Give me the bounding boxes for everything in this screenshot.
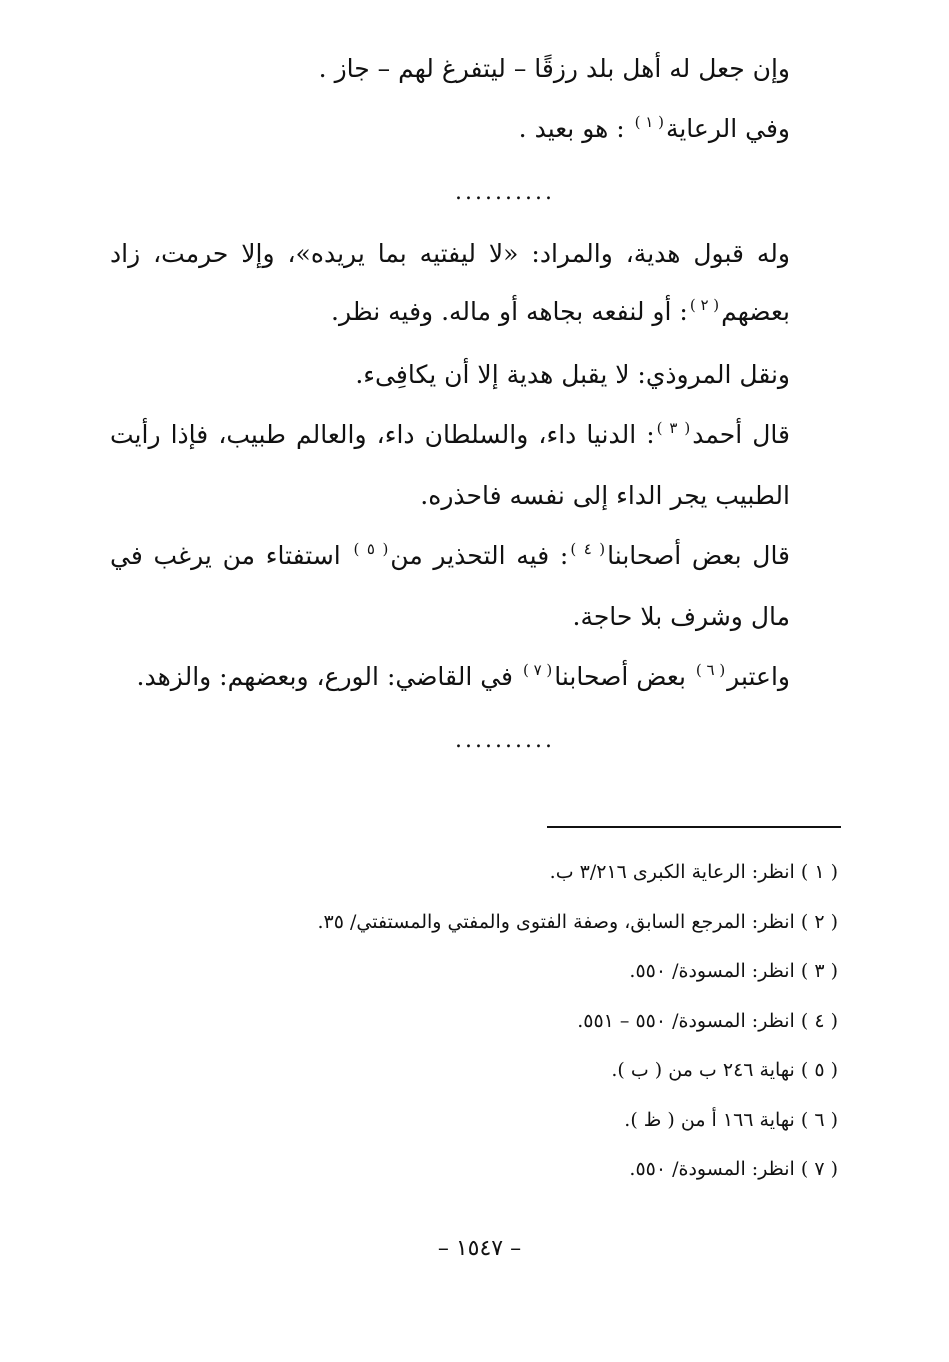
paragraph-6: [110, 527, 840, 646]
paragraph-7-text: واعتبر: [727, 662, 790, 691]
section-separator: ..........: [455, 180, 555, 205]
paragraph-7-text-middle: بعض أصحابنا: [554, 662, 694, 691]
paragraph-2-text-end: : هو بعيد .: [518, 114, 633, 143]
footnote-3: ( ٣ ) انظر: المسودة/ ٥٥٠.: [629, 960, 838, 982]
footnote-ref-5[interactable]: ( ٥ ): [353, 540, 389, 558]
footnote-ref-3[interactable]: ( ٣ ): [656, 419, 691, 437]
footnote-6: ( ٦ ) نهاية ١٦٦ أ من ( ظ ).: [624, 1108, 838, 1131]
paragraph-1-text: وإن جعل له أهل بلد رزقًا – ليتفرغ لهم – جاز .: [318, 54, 790, 83]
page-number: – ١٥٤٧ –: [437, 1236, 522, 1261]
paragraph-5-text-end: : الدنيا داء، والسلطان داء، والعالم طبيب، فإذا رأيت الطبيب يجر الداء إلى نفسه فاحذره.: [110, 420, 790, 510]
footnote-1: ( ١ ) انظر: الرعاية الكبرى ٣/٢١٦ ب.: [549, 861, 838, 883]
footnote-ref-6[interactable]: ( ٦ ): [695, 661, 726, 679]
main-text: [110, 40, 840, 773]
paragraph-3-text-end: : أو لنفعه بجاهه أو ماله. وفيه نظر.: [331, 297, 688, 326]
paragraph-7: [110, 648, 840, 709]
paragraph-6-text-middle: : فيه التحذير من: [390, 541, 569, 570]
section-separator-end: ..........: [455, 728, 555, 753]
paragraph-7-text-end: في القاضي: الورع، وبعضهم: والزهد.: [136, 662, 521, 691]
paragraph-6-text-end: استفتاء من يرغب في مال وشرف بلا حاجة.: [110, 541, 790, 631]
paragraph-4: [110, 346, 840, 404]
footnote-2: ( ٢ ) انظر: المرجع السابق، وصفة الفتوى والمفتي والمستفتي/ ٣٥.: [317, 910, 838, 933]
footnote-5: ( ٥ ) نهاية ٢٤٦ ب من ( ب ).: [611, 1059, 838, 1081]
footnote-4: ( ٤ ) انظر: المسودة/ ٥٥٠ – ٥٥١.: [577, 1009, 838, 1032]
paragraph-2-text: وفي الرعاية: [665, 114, 790, 143]
footnote-7: ( ٧ ) انظر: المسودة/ ٥٥٠.: [629, 1158, 838, 1180]
paragraph-2: [110, 100, 840, 161]
paragraph-3: [110, 225, 840, 344]
footnotes: [110, 848, 838, 1195]
footnote-ref-1[interactable]: ( ١ ): [634, 113, 664, 131]
footnote-ref-7[interactable]: ( ٧ ): [522, 661, 553, 679]
paragraph-6-text: قال بعض أصحابنا: [607, 541, 791, 570]
footnote-divider: [547, 826, 841, 828]
footnote-ref-2[interactable]: ( ٢ ): [689, 296, 720, 314]
footnote-ref-4[interactable]: ( ٤ ): [570, 540, 606, 558]
paragraph-4-text: ونقل المروذي: لا يقبل هدية إلا أن يكافِىء.: [355, 360, 790, 389]
paragraph-5: [110, 406, 840, 525]
paragraph-5-text: قال أحمد: [692, 420, 790, 449]
paragraph-1: [110, 40, 840, 98]
paragraph-3-text: وله قبول هدية، والمراد: «لا ليفتيه بما يريده»، وإلا حرمت، زاد بعضهم: [110, 239, 790, 326]
